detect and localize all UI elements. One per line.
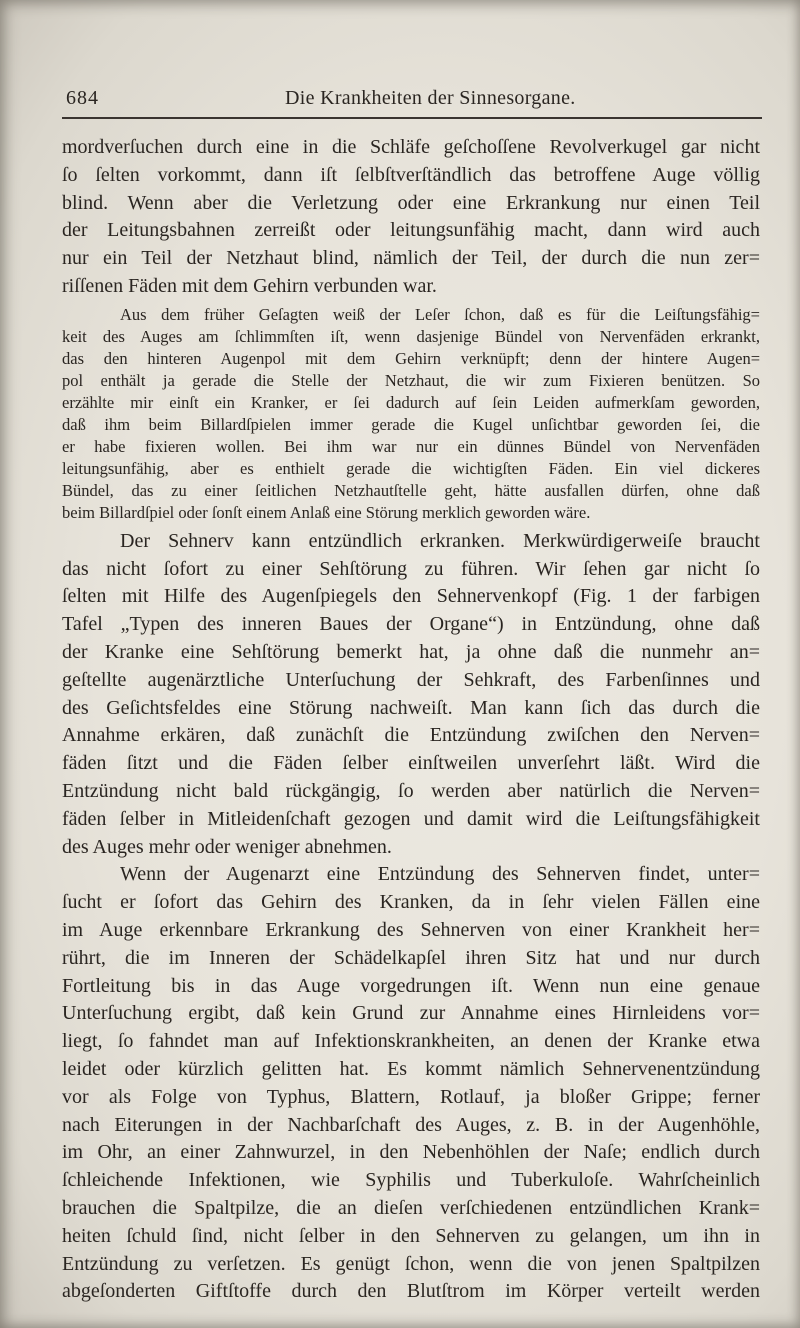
- text-line: keit des Auges am ſchlimmſten iſt, wenn dasjenige Bündel von Nervenfäden erkrankt,: [62, 326, 760, 346]
- text-line: im Ohr, an einer Zahnwurzel, in den Nebenhöhlen der Naſe; endlich durch: [62, 1141, 760, 1164]
- text-line: Tafel „Typen des inneren Baues der Organe“) in Entzündung, ohne daß: [62, 613, 760, 636]
- text-line: pol enthält ja gerade die Stelle der Netzhaut, die wir zum Fixieren benützen. So: [62, 370, 760, 390]
- text-line: Entzündung nicht bald rückgängig, ſo werden aber natürlich die Nerven=: [62, 779, 760, 802]
- text-line: riſſenen Fäden mit dem Gehirn verbunden war.: [62, 274, 437, 297]
- paragraph: [62, 528, 760, 862]
- paragraph-small-print: [62, 304, 760, 524]
- text-line: der Leitungsbahnen zerreißt oder leitungsunfähig macht, dann wird auch: [62, 219, 760, 242]
- text-line: vor als Folge von Typhus, Blattern, Rotlauf, ja bloßer Grippe; ferner: [62, 1085, 760, 1108]
- text-line: im Auge erkennbare Erkrankung des Sehnerven von einer Krankheit her=: [62, 918, 760, 941]
- text-line: heiten ſchuld ſind, nicht ſelber in den Sehnerven zu gelangen, um ihn in: [62, 1224, 760, 1247]
- text-line: daß ihm beim Billardſpielen immer gerade die Kugel unſichtbar geworden ſei, die: [62, 414, 760, 434]
- text-line: Entzündung zu verſetzen. Es genügt ſchon, wenn die von jenen Spaltpilzen: [62, 1252, 760, 1275]
- text-line: der Kranke eine Sehſtörung bemerkt hat, ja ohne daß die nunmehr an=: [62, 640, 760, 663]
- text-line: fäden ſelber in Mitleidenſchaft gezogen und damit wird die Leiſtungsfähigkeit: [62, 807, 760, 830]
- text-line: Aus dem früher Geſagten weiß der Leſer ſchon, daß es für die Leiſtungsfähig=: [120, 304, 760, 324]
- text-line: leidet oder kürzlich gelitten hat. Es kommt nämlich Sehnervenentzündung: [62, 1057, 760, 1080]
- page-number: 684: [66, 87, 99, 109]
- page-header: [66, 84, 760, 112]
- text-line: rührt, die im Inneren der Schädelkapſel ihren Sitz hat und nur durch: [62, 946, 760, 969]
- paragraph-continued: [62, 134, 760, 301]
- text-line: erzählte mir einſt ein Kranker, er ſei dadurch auf ſein Leiden aufmerkſam geworden,: [62, 392, 760, 412]
- text-line: Bündel, das zu einer ſeitlichen Netzhautſtelle geht, hätte ausfallen dürfen, ohne daß: [62, 480, 760, 500]
- text-line: beim Billardſpiel oder ſonſt einem Anlaß eine Störung merklich geworden wäre.: [62, 502, 591, 522]
- text-line: mordverſuchen durch eine in die Schläfe geſchoſſene Revolverkugel gar nicht: [62, 136, 760, 158]
- text-line: blind. Wenn aber die Verletzung oder eine Erkrankung nur einen Teil: [62, 191, 760, 214]
- text-line: Wenn der Augenarzt eine Entzündung des Sehnerven findet, unter=: [120, 863, 760, 886]
- header-rule: [62, 117, 762, 119]
- text-line: leitungsunfähig, aber es enthielt gerade die wichtigſten Fäden. Ein viel dickeres: [62, 458, 760, 478]
- text-line: geſtellte augenärztliche Unterſuchung der Sehkraft, des Farbenſinnes und: [62, 668, 760, 691]
- text-line: liegt, ſo fahndet man auf Infektionskrankheiten, an denen der Kranke etwa: [62, 1030, 760, 1053]
- text-line: brauchen die Spaltpilze, die an dieſen verſchiedenen entzündlichen Krank=: [62, 1196, 760, 1219]
- text-line: ſchleichende Infektionen, wie Syphilis und Tuberkuloſe. Wahrſcheinlich: [62, 1169, 760, 1192]
- text-line: nach Eiterungen in der Nachbarſchaft des Auges, z. B. in der Augenhöhle,: [62, 1113, 760, 1136]
- running-title: Die Krankheiten der Sinnesorgane.: [285, 87, 576, 109]
- text-line: des Geſichtsfeldes eine Störung nachweiſt. Man kann ſich das durch die: [62, 696, 760, 719]
- text-line: ſo ſelten vorkommt, dann iſt ſelbſtverſtändlich das betroffene Auge völlig: [62, 163, 760, 186]
- body-text: [62, 134, 760, 1306]
- text-line: ſucht er ſofort das Gehirn des Kranken, da in ſehr vielen Fällen eine: [62, 891, 760, 914]
- text-line: er habe fixieren wollen. Bei ihm war nur ein dünnes Bündel von Nervenfäden: [62, 436, 760, 456]
- text-line: nur ein Teil der Netzhaut blind, nämlich der Teil, der durch die nun zer=: [62, 247, 760, 270]
- text-line: Der Sehnerv kann entzündlich erkranken. Merkwürdigerweiſe braucht: [120, 529, 760, 552]
- text-line: Unterſuchung ergibt, daß kein Grund zur Annahme eines Hirnleidens vor=: [62, 1002, 760, 1025]
- text-line: Fortleitung bis in das Auge vorgedrungen iſt. Wenn nun eine genaue: [62, 974, 760, 997]
- text-line: das den hinteren Augenpol mit dem Gehirn verknüpft; denn der hintere Augen=: [62, 348, 760, 368]
- text-line: das nicht ſofort zu einer Sehſtörung zu führen. Wir ſehen gar nicht ſo: [62, 557, 760, 580]
- text-line: Annahme erkären, daß zunächſt die Entzündung zwiſchen den Nerven=: [62, 724, 760, 747]
- text-line: abgeſonderten Giftſtoffe durch den Blutſtrom im Körper verteilt werden: [62, 1280, 760, 1303]
- text-line: fäden ſitzt und die Fäden ſelber einſtweilen unverſehrt läßt. Wird die: [62, 752, 760, 775]
- paragraph: [62, 861, 760, 1306]
- text-line: des Auges mehr oder weniger abnehmen.: [62, 835, 392, 858]
- text-line: ſelten mit Hilfe des Augenſpiegels den Sehnervenkopf (Fig. 1 der farbigen: [62, 585, 760, 608]
